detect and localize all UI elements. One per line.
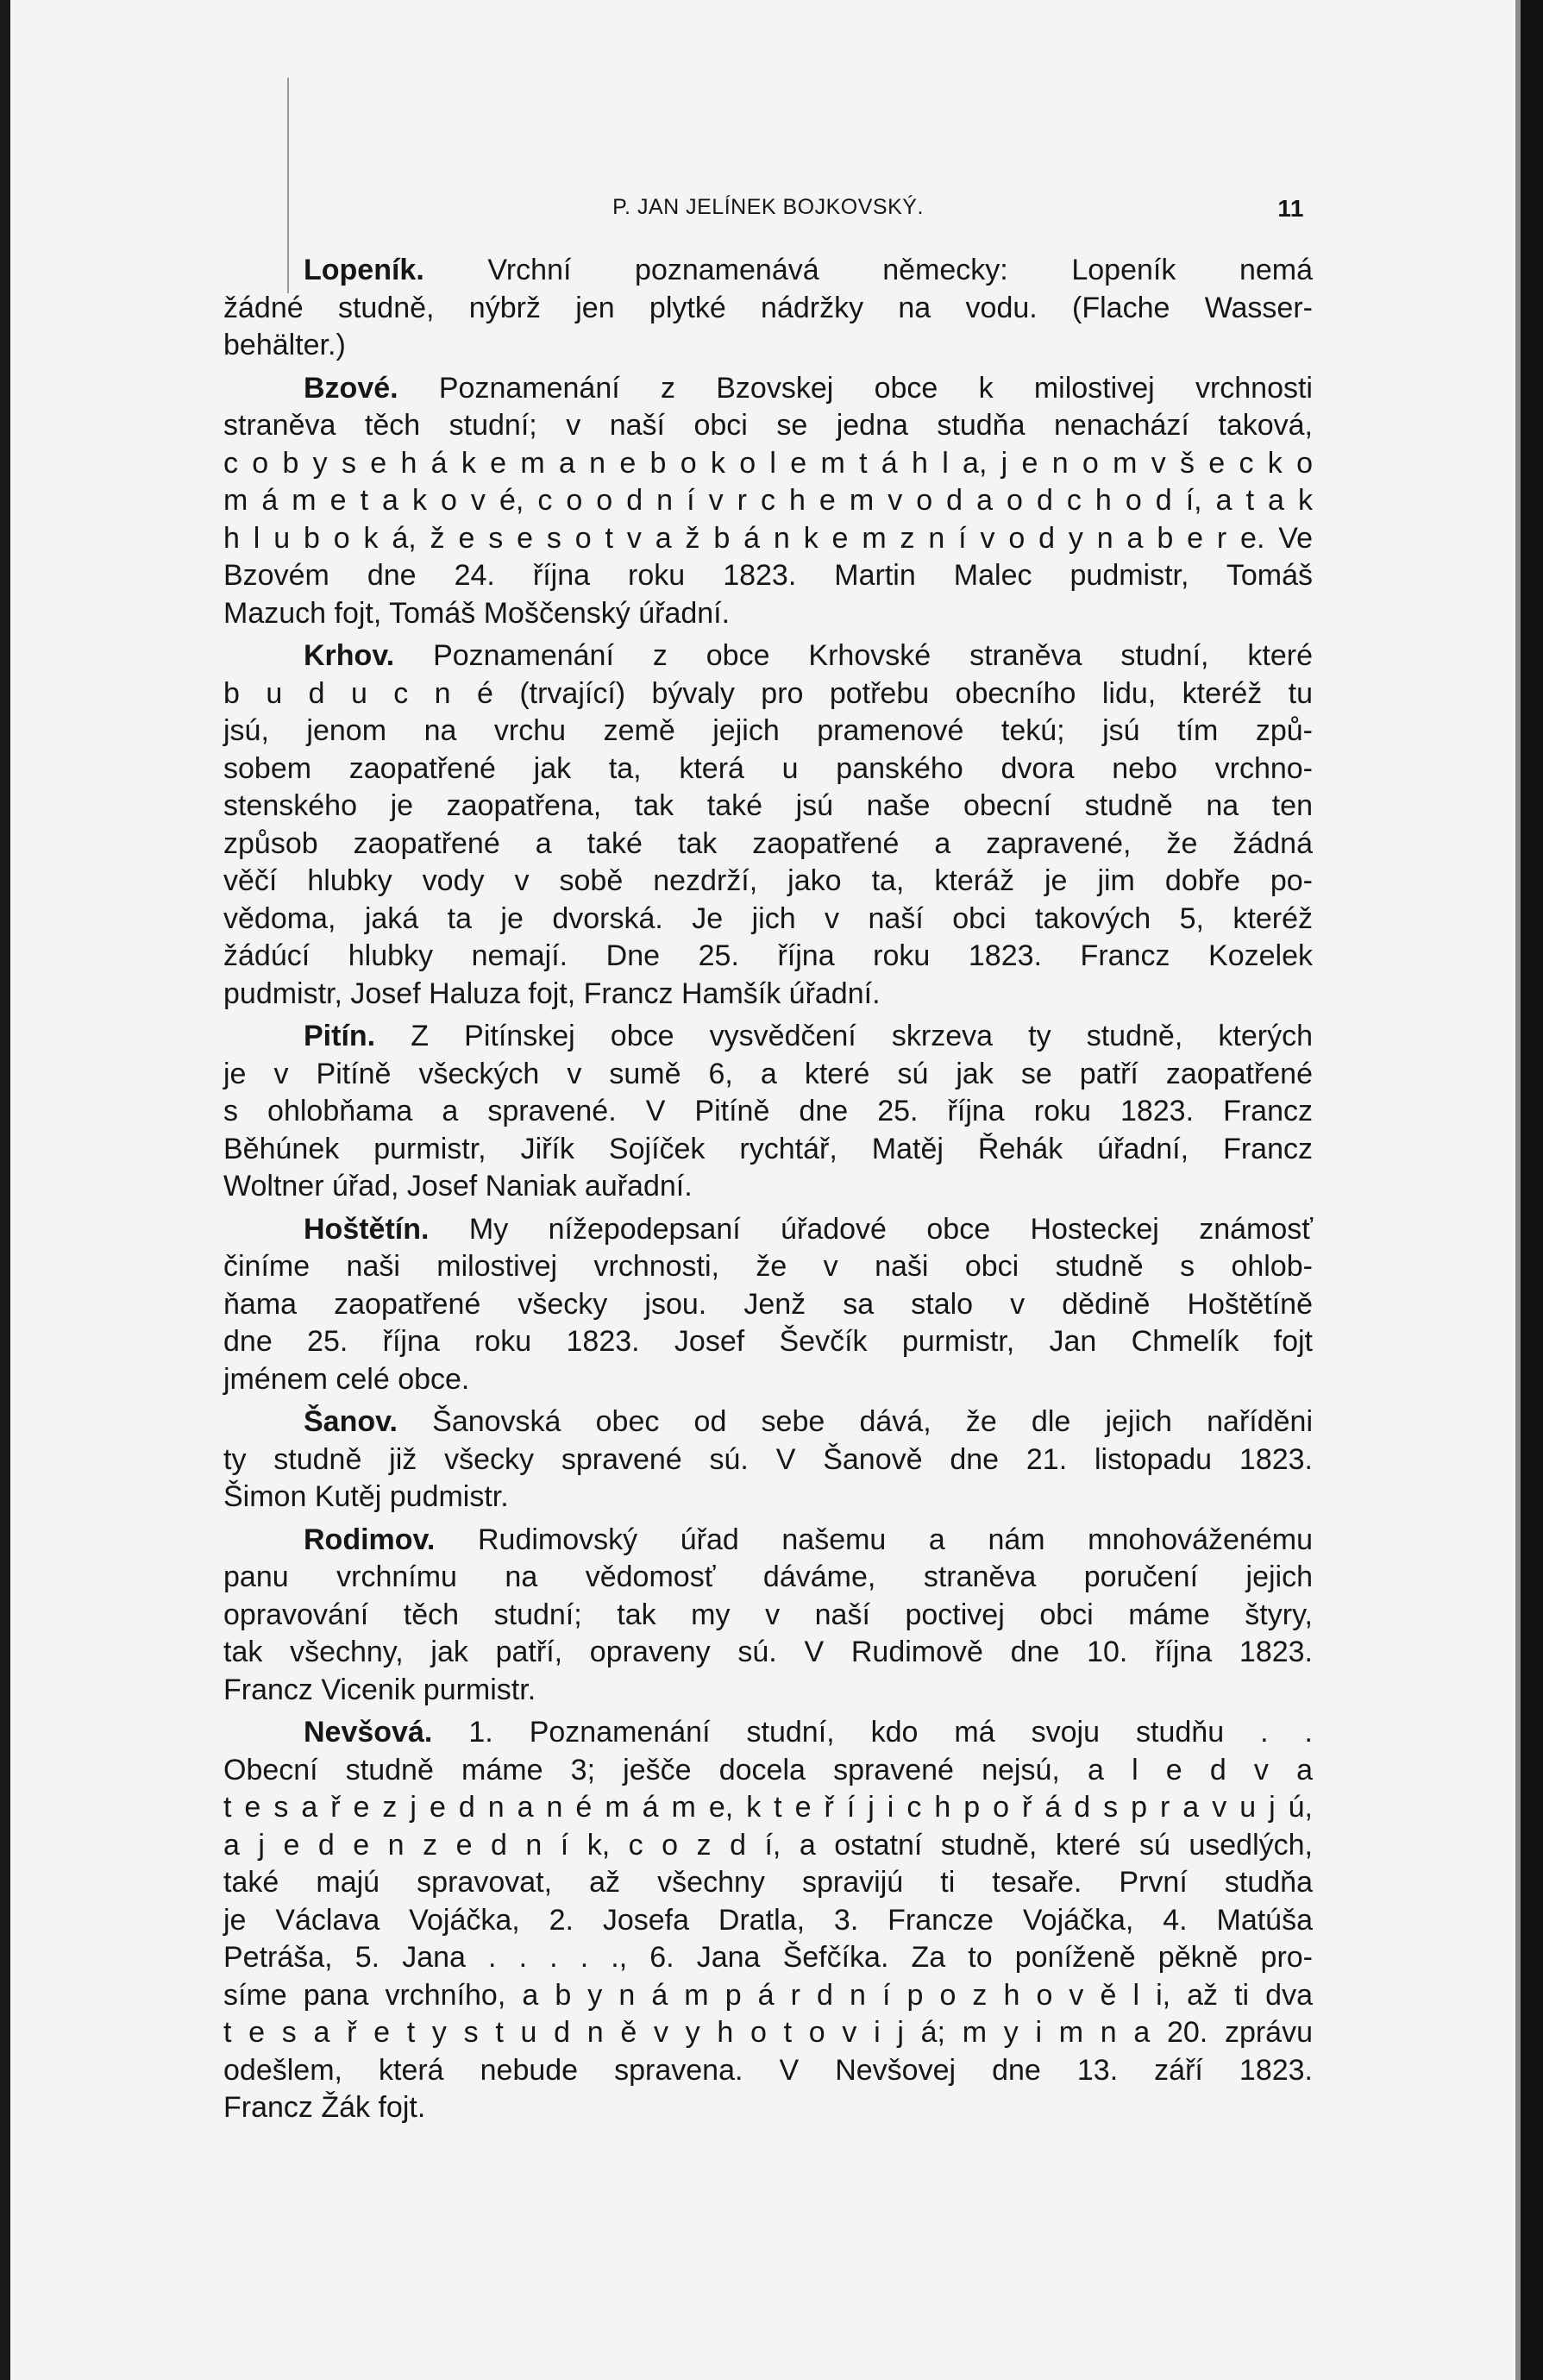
line-text: činíme naši milostivej vrchnosti, že v naši obci studně s ohlob- <box>223 1250 1313 1283</box>
line-text: věčí hlubky vody v sobě nezdrží, jako ta, kteráž je jim dobře po- <box>223 864 1313 897</box>
paragraph <box>223 1714 1313 2127</box>
line-text: Poznamenání z Bzovskej obce k milostivej vrchnosti <box>438 371 1313 405</box>
text-line <box>223 1634 1313 1672</box>
text-line <box>223 788 1313 826</box>
scan-edge-right <box>1521 0 1543 2380</box>
line-text: Šimon Kutěj pudmistr. <box>223 1480 509 1513</box>
line-text: Obecní studně máme 3; ješče docela spravené nejsú, a l e d v a <box>223 1753 1313 1787</box>
text-line <box>223 252 1313 290</box>
text-line <box>223 1597 1313 1635</box>
line-text: panu vrchnímu na vědomosť dáváme, straněva poručení jejich <box>223 1561 1313 1593</box>
text-line <box>223 1752 1313 1790</box>
line-text: síme pana vrchního, a b y n á m p á r d n í p o z h o v ě l i, až ti dva <box>223 1978 1313 2012</box>
text-line <box>223 1211 1313 1249</box>
scan-edge-left <box>0 0 10 2380</box>
line-text: Petráša, 5. Jana . . . . ., 6. Jana Šefčíka. Za to poníženě pěkně pro- <box>223 1941 1313 1974</box>
line-text: t e s a ř e z j e d n a n é m á m e, k t e ř í j i c h p o ř á d s p r a v u j ú, <box>223 1791 1313 1824</box>
text-line <box>223 1441 1313 1479</box>
line-text: h l u b o k á, ž e s e s o t v a ž b á n k e m z n í v o d y n a b e r e. Ve <box>223 521 1313 555</box>
line-text: dne 25. října roku 1823. Josef Ševčík purmistr, Jan Chmelík fojt <box>223 1325 1313 1358</box>
text-line <box>223 1168 1313 1206</box>
text-line <box>223 1672 1313 1710</box>
line-text: m á m e t a k o v é, c o o d n í v r c h e m v o d a o d c h o d í, a t a k <box>223 484 1313 517</box>
text-line <box>223 370 1313 408</box>
text-line <box>223 595 1313 633</box>
line-text: Bzovém dne 24. října roku 1823. Martin Malec pudmistr, Tomáš <box>223 559 1313 592</box>
line-text: tak všechny, jak patří, opraveny sú. V Rudimově dne 10. října 1823. <box>223 1636 1313 1668</box>
line-text: stenského je zaopatřena, tak také jsú naše obecní studně na ten <box>223 789 1313 822</box>
text-line <box>223 1248 1313 1286</box>
line-text: Z Pitínskej obce vysvědčení skrzeva ty studně, kterých <box>411 1020 1313 1052</box>
line-text: Francz Vicenik purmistr. <box>223 1673 536 1706</box>
text-line <box>223 1714 1313 1752</box>
line-text: Vrchní poznamenává německy: Lopeník nemá <box>487 254 1314 286</box>
paragraph <box>223 252 1313 365</box>
text-line <box>223 2014 1313 2052</box>
line-text: jménem celé obce. <box>223 1362 470 1396</box>
text-line <box>223 1559 1313 1597</box>
text-line <box>223 1827 1313 1865</box>
text-line <box>223 557 1313 595</box>
line-text: behälter.) <box>223 329 346 361</box>
line-text: ty studně již všecky spravené sú. V Šanově dne 21. listopadu 1823. <box>223 1442 1313 1476</box>
line-text: Běhúnek purmistr, Jiřík Sojíček rychtář, Matěj Řehák úřadní, Francz <box>223 1132 1313 1165</box>
paragraph-heading: Lopeník. <box>304 254 424 286</box>
text-line <box>223 1131 1313 1169</box>
text-line <box>223 675 1313 713</box>
text-line <box>223 1018 1313 1056</box>
line-text: vědoma, jaká ta je dvorská. Je jich v naší obci takových 5, kteréž <box>223 901 1313 935</box>
line-text: je Václava Vojáčka, 2. Josefa Dratla, 3. Francze Vojáčka, 4. Matúša <box>223 1903 1313 1937</box>
text-line <box>223 1286 1313 1324</box>
text-line <box>223 1864 1313 1902</box>
paragraph-heading: Bzové. <box>304 371 398 405</box>
text-line <box>223 637 1313 675</box>
text-line <box>223 826 1313 863</box>
line-text: sobem zaopatřené jak ta, která u panského dvora nebo vrchno- <box>223 751 1313 785</box>
line-text: odešlem, která nebude spravena. V Nevšovej dne 13. září 1823. <box>223 2053 1313 2087</box>
text-line <box>223 520 1313 558</box>
text-line <box>223 1479 1313 1517</box>
line-text: žádné studně, nýbrž jen plytké nádržky na vodu. (Flache Wasser- <box>223 291 1313 324</box>
paragraph-heading: Šanov. <box>304 1405 398 1438</box>
paragraph <box>223 1404 1313 1517</box>
text-line <box>223 713 1313 750</box>
line-text: b u d u c n é (trvající) bývaly pro potřebu obecního lidu, kteréž tu <box>223 676 1313 710</box>
text-line <box>223 1404 1313 1441</box>
page-number: 11 <box>1277 195 1304 222</box>
line-text: 1. Poznamenání studní, kdo má svoju studňu . . <box>468 1716 1314 1749</box>
line-text: také majú spravovat, až všechny spravijú ti tesaře. První studňa <box>223 1866 1313 1899</box>
text-line <box>223 482 1313 520</box>
text-line <box>223 750 1313 788</box>
line-text: Woltner úřad, Josef Naniak auřadní. <box>223 1170 693 1203</box>
text-line <box>223 901 1313 939</box>
running-head-title: P. JAN JELÍNEK BOJKOVSKÝ. <box>612 195 924 219</box>
line-text: jsú, jenom na vrchu země jejich pramenové tekú; jsú tím způ- <box>223 714 1313 747</box>
text-line <box>223 1939 1313 1977</box>
paragraph <box>223 1211 1313 1399</box>
line-text: straněva těch studní; v naší obci se jedna studňa nenachází taková, <box>223 409 1313 442</box>
text-line <box>223 407 1313 445</box>
line-text: je v Pitíně všeckých v sumě 6, a které sú jak se patří zaopatřené <box>223 1057 1313 1090</box>
line-text: s ohlobňama a spravené. V Pitíně dne 25. října roku 1823. Francz <box>223 1095 1313 1127</box>
line-text: c o b y s e h á k e m a n e b o k o l e m t á h l a, j e n o m v š e c k o <box>223 446 1313 480</box>
text-line <box>223 1902 1313 1940</box>
text-line <box>223 327 1313 365</box>
text-line <box>223 2089 1313 2127</box>
paragraph <box>223 370 1313 633</box>
text-line <box>223 976 1313 1014</box>
text-line <box>223 1056 1313 1094</box>
line-text: žádúcí hlubky nemají. Dne 25. října roku 1823. Francz Kozelek <box>223 939 1313 972</box>
paragraph-heading: Pitín. <box>304 1020 376 1052</box>
line-text: Mazuch fojt, Tomáš Moščenský úřadní. <box>223 596 731 630</box>
paragraph-heading: Hoštětín. <box>304 1212 430 1246</box>
text-line <box>223 2052 1313 2090</box>
text-line <box>223 1522 1313 1560</box>
text-line <box>223 1093 1313 1131</box>
line-text: opravování těch studní; tak my v naší poctivej obci máme štyry, <box>223 1598 1313 1631</box>
paragraph-heading: Rodimov. <box>304 1523 436 1556</box>
line-text: Francz Žák fojt. <box>223 2091 426 2124</box>
paragraph <box>223 1018 1313 1206</box>
text-line <box>223 445 1313 483</box>
text-line <box>223 1789 1313 1827</box>
line-text: My nížepodepsaní úřadové obce Hosteckej známosť <box>468 1212 1313 1246</box>
text-line <box>223 1323 1313 1361</box>
line-text: Poznamenání z obce Krhovské straněva studní, které <box>433 639 1313 672</box>
paragraph-heading: Nevšová. <box>304 1716 433 1749</box>
text-line <box>223 863 1313 901</box>
paragraph <box>223 1522 1313 1710</box>
line-text: ňama zaopatřené všecky jsou. Jenž sa stalo v dědině Hoštětíně <box>223 1287 1313 1321</box>
text-line <box>223 938 1313 976</box>
line-text: t e s a ř e t y s t u d n ě v y h o t o v i j á; m y i m n a 20. zprávu <box>223 2016 1313 2049</box>
paragraph-heading: Krhov. <box>304 639 395 672</box>
text-line <box>223 290 1313 328</box>
line-text: způsob zaopatřené a také tak zaopatřené a zapravené, že žádná <box>223 826 1313 860</box>
document-body <box>223 252 1313 2132</box>
line-text: pudmistr, Josef Haluza fojt, Francz Hamšík úřadní. <box>223 976 881 1010</box>
text-line <box>223 1977 1313 2015</box>
line-text: Rudimovský úřad našemu a nám mnohováženému <box>477 1523 1314 1556</box>
text-line <box>223 1361 1313 1399</box>
line-text: a j e d e n z e d n í k, c o z d í, a ostatní studně, které sú usedlých, <box>223 1828 1313 1862</box>
running-head <box>223 195 1313 229</box>
paragraph <box>223 637 1313 1013</box>
line-text: Šanovská obec od sebe dává, že dle jejich naříděni <box>432 1405 1313 1438</box>
